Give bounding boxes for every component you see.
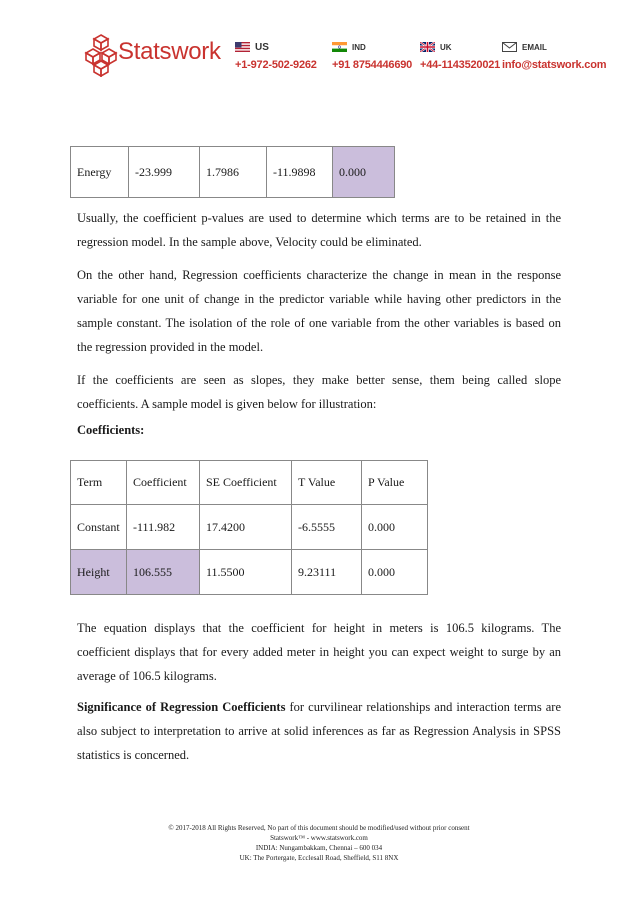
paragraph: The equation displays that the coefficient for height in meters is 106.5 kilograms. The coefficient displays that for every added meter in height you can expect weight to surge by an average of 106.5 kilograms.: [77, 621, 561, 683]
table-cell-highlighted: 106.555: [127, 550, 200, 595]
table-row: [71, 147, 395, 198]
table-cell: 0.000: [362, 550, 428, 595]
table-cell-highlighted: 0.000: [333, 147, 395, 198]
envelope-icon: [502, 42, 517, 52]
column-header: SE Coefficient: [200, 461, 292, 505]
phone-number[interactable]: +1-972-502-9262: [235, 59, 317, 71]
statswork-logo: [84, 33, 221, 83]
paragraph: Usually, the coefficient p-values are used to determine which terms are to be retained in the regression model. In the sample above, Velocity could be eliminated.: [77, 211, 561, 249]
phone-number[interactable]: +91 8754446690: [332, 59, 413, 71]
column-header: T Value: [292, 461, 362, 505]
uk-address: UK: The Portergate, Ecclesall Road, Sheffield, S11 8NX: [239, 854, 399, 862]
page-header: [0, 0, 638, 100]
bold-term: Significance of Regression Coefficients: [77, 700, 286, 714]
contact-label: IND: [352, 43, 366, 52]
paragraph: [77, 695, 561, 767]
email-address[interactable]: info@statswork.com: [502, 59, 607, 71]
contact-label: EMAIL: [522, 43, 547, 52]
table-cell: Constant: [71, 505, 127, 550]
column-header: Term: [71, 461, 127, 505]
table-cell-highlighted: Height: [71, 550, 127, 595]
page-footer: [0, 823, 638, 863]
contact-label: US: [255, 42, 269, 53]
table-cell: -23.999: [129, 147, 200, 198]
table-cell: -6.5555: [292, 505, 362, 550]
india-address: INDIA: Nungambakkam, Chennai – 600 034: [255, 844, 383, 852]
energy-coefficient-table: [70, 146, 395, 198]
cubes-logo-icon: [84, 33, 118, 77]
phone-number[interactable]: +44-1143520021: [420, 59, 501, 71]
table-header-row: [71, 461, 428, 505]
copyright-line: © 2017-2018 All Rights Reserved, No part of this document should be modified/used without prior consent: [168, 824, 470, 832]
column-header: Coefficient: [127, 461, 200, 505]
india-flag-icon: [332, 42, 347, 52]
table-cell: 0.000: [362, 505, 428, 550]
paragraph: If the coefficients are seen as slopes, they make better sense, them being called slope coefficients. A sample model is given below for illustration:: [77, 373, 561, 411]
logo-text: Statswork: [118, 38, 221, 65]
website-line: Statswork™ - www.statswork.com: [270, 834, 368, 842]
paragraph: On the other hand, Regression coefficients characterize the change in mean in the response variable for one unit of change in the predictor variable while having other predictors in the sample constant. The isolation of the role of one variable from the other variables is based on the regression provided in the model.: [77, 268, 561, 354]
column-header: P Value: [362, 461, 428, 505]
table-cell: 1.7986: [200, 147, 267, 198]
table-cell: 11.5500: [200, 550, 292, 595]
section-heading: Coefficients:: [77, 423, 145, 437]
table-cell: Energy: [71, 147, 129, 198]
table-cell: -111.982: [127, 505, 200, 550]
paragraph-text: for curvilinear relationships and interaction terms are also subject to interpretation to arrive at solid inferences as far as Regression Analysis in SPSS statistics is concerned.: [77, 700, 561, 762]
table-cell: 9.23111: [292, 550, 362, 595]
table-cell: 17.4200: [200, 505, 292, 550]
coefficients-table: [70, 460, 428, 595]
contact-label: UK: [440, 43, 452, 52]
uk-flag-icon: [420, 42, 435, 52]
us-flag-icon: [235, 42, 250, 52]
table-row: [71, 550, 428, 595]
table-cell: -11.9898: [267, 147, 333, 198]
table-row: [71, 505, 428, 550]
